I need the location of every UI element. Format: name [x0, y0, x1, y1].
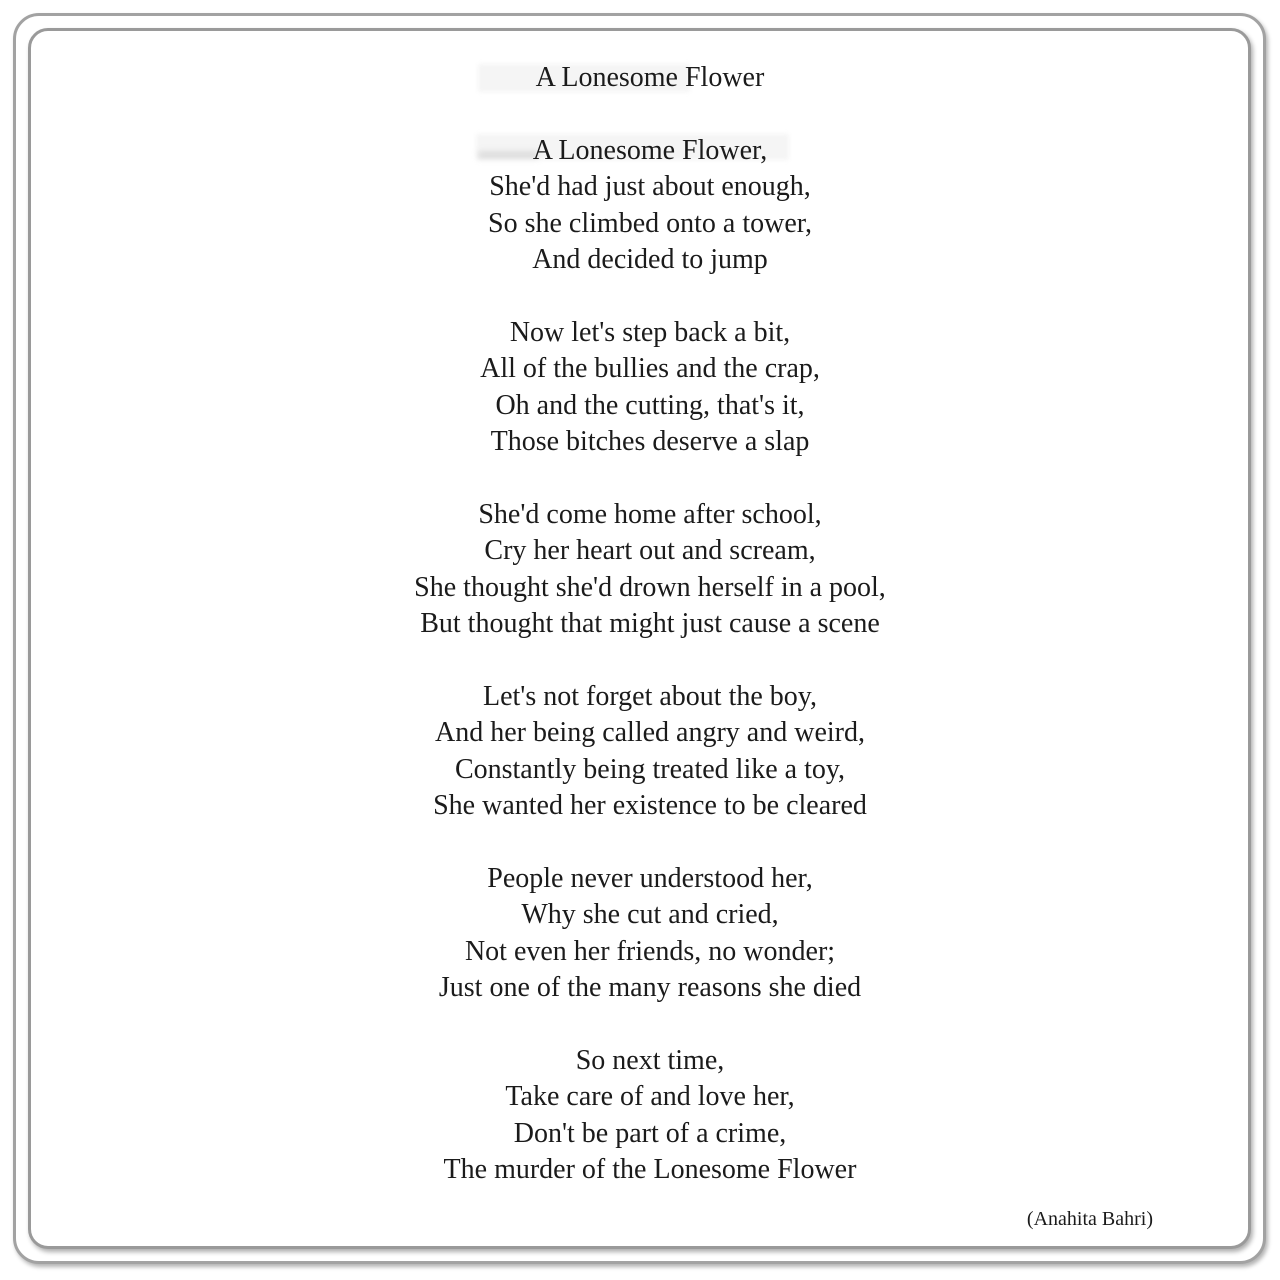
- stanza-2: [50, 315, 1250, 461]
- poem-line: Those bitches deserve a slap: [490, 426, 810, 458]
- stanza-4: [50, 679, 1250, 825]
- poem-line: She wanted her existence to be cleared: [433, 790, 867, 822]
- poem-line: Why she cut and cried,: [521, 899, 779, 931]
- poem-line: Oh and the cutting, that's it,: [495, 389, 805, 421]
- poem-body: [30, 0, 1250, 1225]
- poem-line: Just one of the many reasons she died: [438, 972, 862, 1004]
- poem-line: All of the bullies and the crap,: [480, 353, 820, 385]
- stanza-1: [50, 133, 1250, 279]
- stanza-6: [50, 1043, 1250, 1189]
- stanza-3: [50, 497, 1250, 643]
- poem-line: A Lonesome Flower,: [532, 134, 768, 166]
- poem-line: Don't be part of a crime,: [513, 1117, 787, 1149]
- poem-line: But thought that might just cause a scene: [420, 608, 880, 640]
- poem-line: Cry her heart out and scream,: [484, 535, 816, 567]
- poem-line: She'd come home after school,: [478, 498, 822, 530]
- poem-line: The murder of the Lonesome Flower: [443, 1154, 857, 1186]
- poem-line: Constantly being treated like a toy,: [454, 753, 846, 785]
- poem-line: She thought she'd drown herself in a pool,: [414, 571, 886, 603]
- stanza-5: [50, 861, 1250, 1007]
- poem-line: So she climbed onto a tower,: [488, 207, 812, 239]
- poem-line: People never understood her,: [487, 862, 813, 894]
- poem-line: Not even her friends, no wonder;: [464, 935, 836, 967]
- poem-line: Let's not forget about the boy,: [483, 680, 817, 712]
- poem-line: And decided to jump: [532, 244, 768, 276]
- author-attribution: (Anahita Bahri): [1026, 1208, 1153, 1230]
- poem-line: She'd had just about enough,: [489, 171, 811, 203]
- poem-line: Now let's step back a bit,: [509, 316, 791, 348]
- poem-line: And her being called angry and weird,: [435, 717, 865, 749]
- poem-line: Take care of and love her,: [505, 1081, 795, 1113]
- poem-line: So next time,: [575, 1044, 725, 1076]
- poem-title: A Lonesome Flower: [535, 62, 765, 93]
